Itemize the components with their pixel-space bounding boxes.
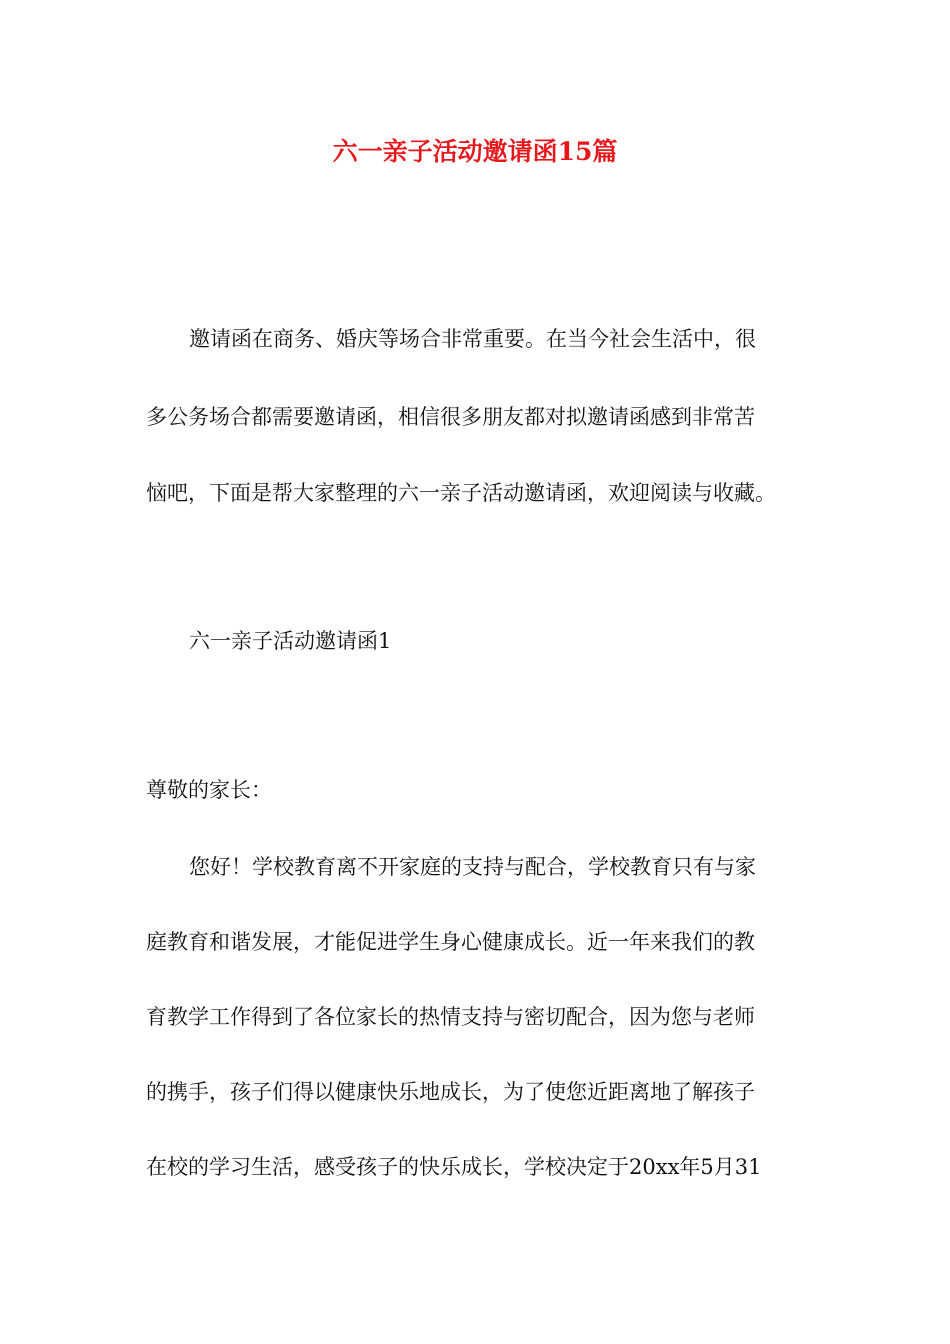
body-line-1: 您好！学校教育离不开家庭的支持与配合，学校教育只有与家 [189,855,756,879]
intro-line-1: 邀请函在商务、婚庆等场合非常重要。在当今社会生活中，很 [189,327,756,351]
intro-line-2: 多公务场合都需要邀请函，相信很多朋友都对拟邀请函感到非常苦 [146,405,755,429]
body-line-5: 在校的学习生活，感受孩子的快乐成长，学校决定于20xx年5月31 [146,1155,762,1179]
body-line-2: 庭教育和谐发展，才能促进学生身心健康成长。近一年来我们的教 [146,930,755,954]
body-line-4: 的携手，孩子们得以健康快乐地成长，为了使您近距离地了解孩子 [146,1080,755,1104]
body-line-3: 育教学工作得到了各位家长的热情支持与密切配合，因为您与老师 [146,1005,755,1029]
document-title: 六一亲子活动邀请函15篇 [332,137,618,166]
salutation: 尊敬的家长： [146,778,272,802]
section-heading: 六一亲子活动邀请函1 [189,629,392,653]
intro-line-3: 恼吧，下面是帮大家整理的六一亲子活动邀请函，欢迎阅读与收藏。 [146,481,776,505]
